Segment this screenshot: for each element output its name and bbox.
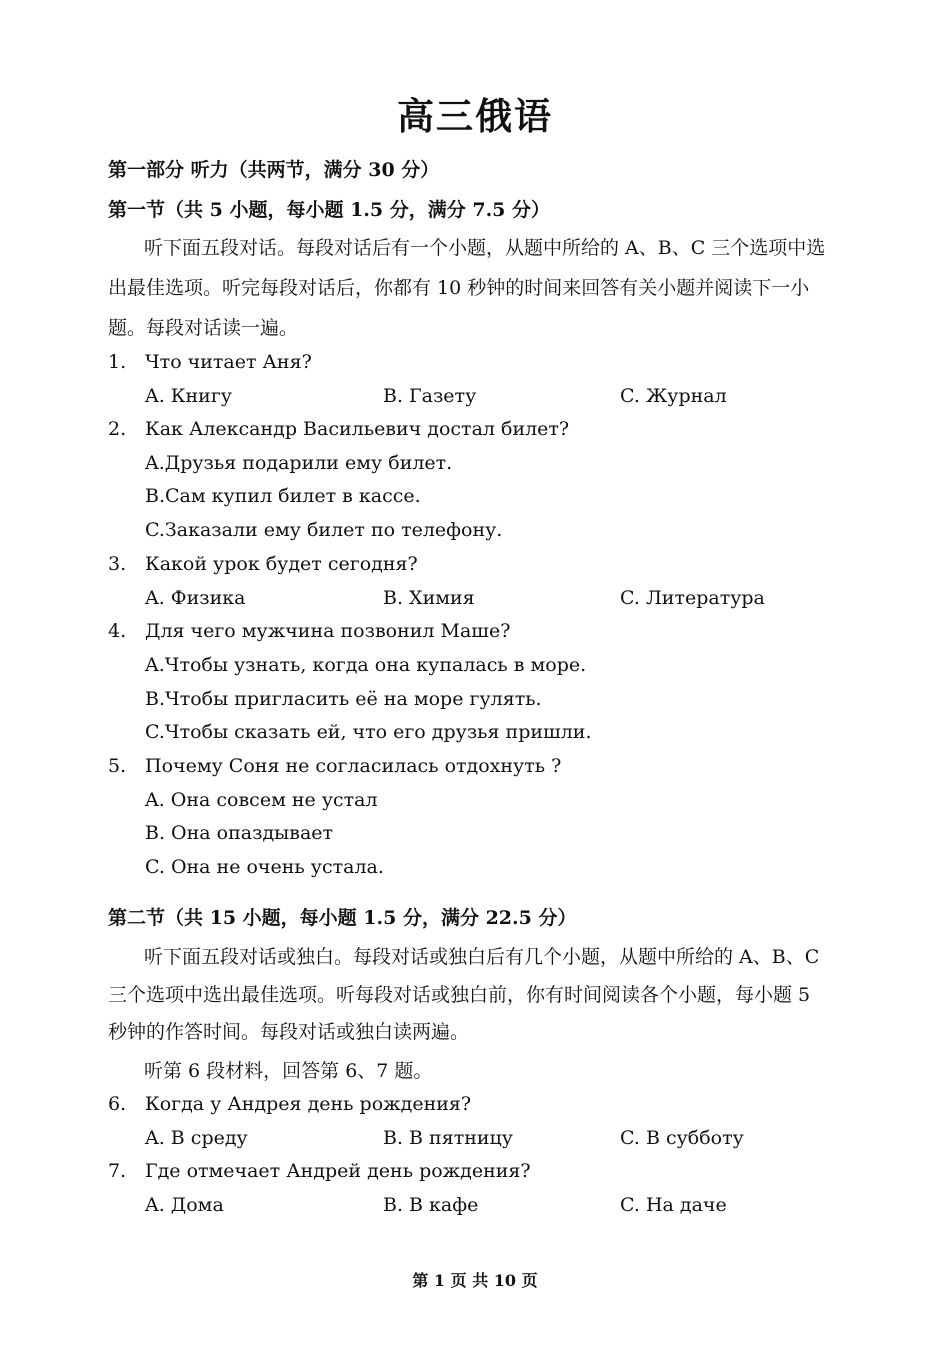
question-text: Как Александр Васильевич достал билет? xyxy=(145,418,570,440)
option-b: B. Газету xyxy=(383,385,477,407)
section1-instructions-line2: 出最佳选项。听完每段对话后，你都有 10 秒钟的时间来回答有关小题并阅读下一小 xyxy=(108,277,810,299)
part1-heading: 第一部分 听力（共两节，满分 30 分） xyxy=(108,159,440,181)
question-number: 7. xyxy=(108,1160,127,1182)
question-number: 2. xyxy=(108,418,127,440)
section2-instructions-line3: 秒钟的作答时间。每段对话或独白读两遍。 xyxy=(108,1021,470,1043)
section2-heading: 第二节（共 15 小题，每小题 1.5 分，满分 22.5 分） xyxy=(108,907,577,929)
option-a: A.Друзья подарили ему билет. xyxy=(145,452,453,474)
option-b: B.Чтобы пригласить её на море гулять. xyxy=(145,688,542,710)
question-number: 3. xyxy=(108,553,127,575)
option-a: A. Книгу xyxy=(145,385,232,407)
option-b: B. В пятницу xyxy=(383,1127,513,1149)
option-a: A. Физика xyxy=(145,587,246,609)
question-text: Почему Соня не согласилась отдохнуть ? xyxy=(145,755,562,777)
question-number: 4. xyxy=(108,620,127,642)
material-note: 听第 6 段材料，回答第 6、7 题。 xyxy=(144,1060,433,1082)
question-text: Какой урок будет сегодня? xyxy=(145,553,418,575)
option-c: C. В субботу xyxy=(620,1127,744,1149)
option-b: B. В кафе xyxy=(383,1194,479,1216)
page-footer: 第 1 页 共 10 页 xyxy=(412,1271,538,1290)
option-b: B.Сам купил билет в кассе. xyxy=(145,485,421,507)
option-b: B. Она опаздывает xyxy=(145,822,334,844)
question-text: Когда у Андрея день рождения? xyxy=(145,1093,472,1115)
section2-instructions-line1: 听下面五段对话或独白。每段对话或独白后有几个小题，从题中所给的 A、B、C xyxy=(144,946,820,968)
option-b: B. Химия xyxy=(383,587,475,609)
option-a: A. В среду xyxy=(145,1127,248,1149)
option-c: C. Журнал xyxy=(620,385,727,407)
section1-instructions-line1: 听下面五段对话。每段对话后有一个小题，从题中所给的 A、B、C 三个选项中选 xyxy=(144,237,826,259)
section1-instructions-line3: 题。每段对话读一遍。 xyxy=(108,317,299,339)
option-c: C. На даче xyxy=(620,1194,727,1216)
option-a: A. Дома xyxy=(145,1194,224,1216)
page-title: 高三俄语 xyxy=(397,94,553,138)
question-text: Где отмечает Андрей день рождения? xyxy=(145,1160,531,1182)
question-number: 6. xyxy=(108,1093,127,1115)
option-a: A. Она совсем не устал xyxy=(145,789,378,811)
option-c: C. Литература xyxy=(620,587,765,609)
question-text: Для чего мужчина позвонил Маше? xyxy=(145,620,511,642)
section2-instructions-line2: 三个选项中选出最佳选项。听每段对话或独白前，你有时间阅读各个小题，每小题 5 xyxy=(108,984,811,1006)
option-a: A.Чтобы узнать, когда она купалась в море. xyxy=(145,654,587,676)
option-c: C.Чтобы сказать ей, что его друзья пришли. xyxy=(145,721,592,743)
question-number: 1. xyxy=(108,351,127,373)
option-c: C. Она не очень устала. xyxy=(145,856,384,878)
section1-heading: 第一节（共 5 小题，每小题 1.5 分，满分 7.5 分） xyxy=(108,199,551,221)
option-c: C.Заказали ему билет по телефону. xyxy=(145,519,503,541)
question-number: 5. xyxy=(108,755,127,777)
question-text: Что читает Аня? xyxy=(145,351,312,373)
